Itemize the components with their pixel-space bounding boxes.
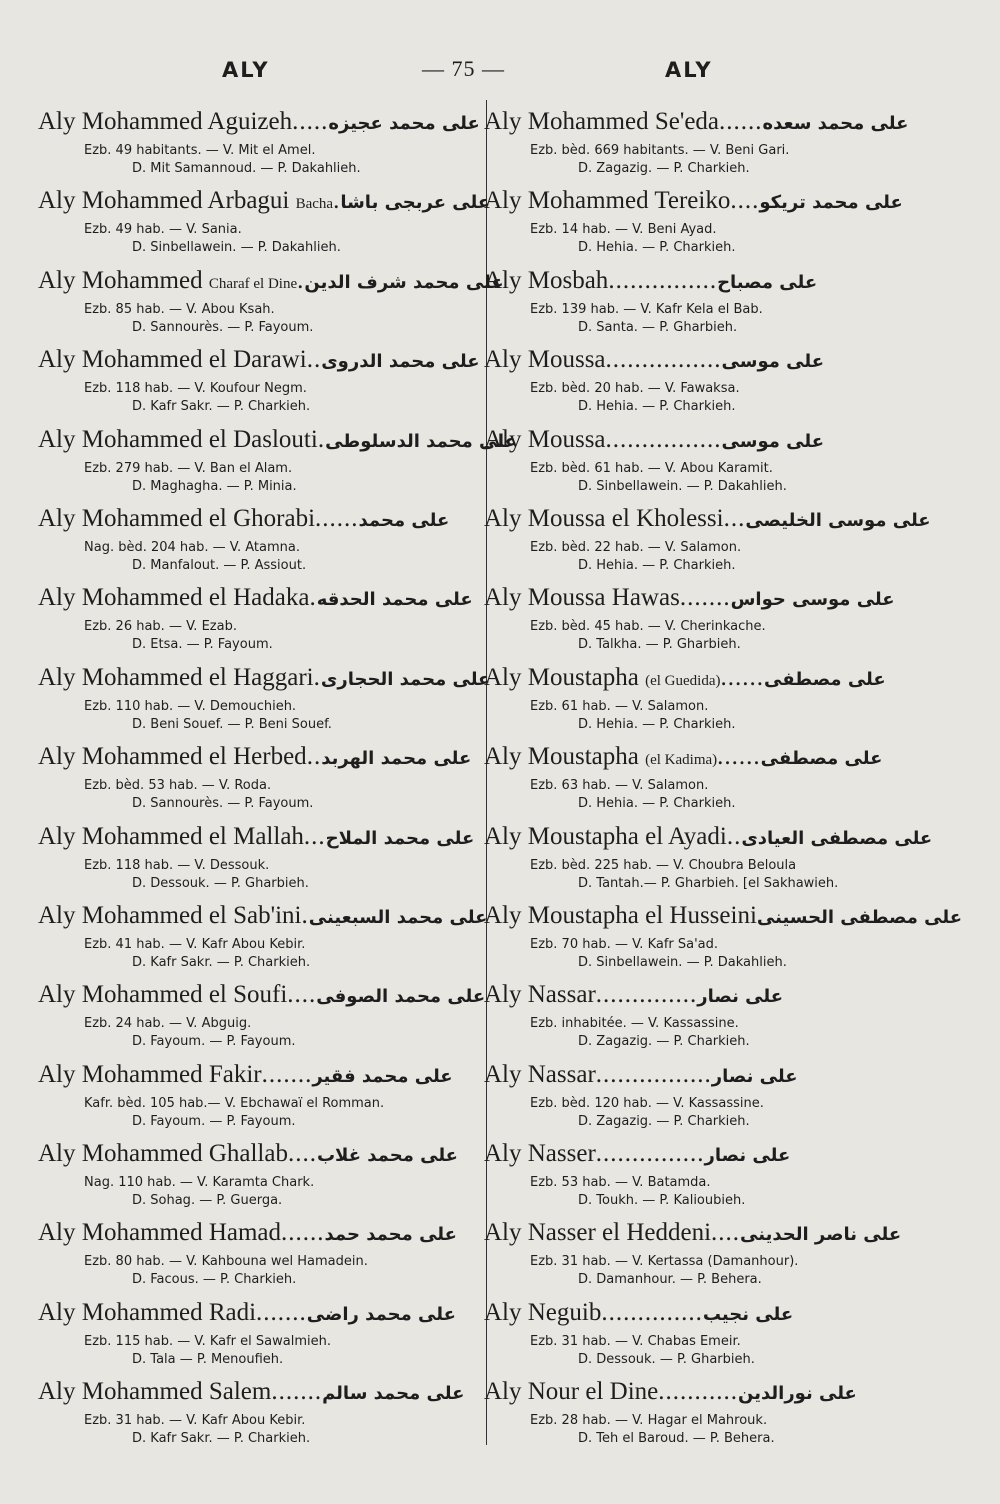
entry-arabic-name: على ناصر الحدينى (740, 1224, 902, 1246)
entry-detail-line2: D. Zagazig. — P. Charkieh. (578, 1034, 750, 1050)
entry-name: Aly Mohammed Ghallab (38, 1140, 288, 1168)
dot-leader: ...... (281, 1219, 325, 1247)
entry-detail-line1: Ezb. inhabitée. — V. Kassassine. (530, 1016, 739, 1032)
dot-leader: . (301, 901, 309, 929)
dot-leader: ... (303, 822, 326, 850)
gazetteer-entry (38, 578, 478, 657)
entry-detail-line1: Ezb. 63 hab. — V. Salamon. (530, 778, 709, 794)
entry-arabic-name: على نجيب (702, 1303, 794, 1325)
entry-detail-line2: D. Kafr Sakr. — P. Charkieh. (132, 399, 311, 415)
entry-detail-line1: Ezb. 28 hab. — V. Hagar el Mahrouk. (530, 1413, 768, 1429)
entry-detail-line1: Ezb. 139 hab. — V. Kafr Kela el Bab. (530, 301, 763, 317)
entry-name: Aly Mohammed Salem (38, 1378, 272, 1406)
entry-arabic-name: على موسى (721, 351, 825, 373)
gazetteer-entry (484, 102, 924, 181)
entry-detail-line1: Ezb. 118 hab. — V. Koufour Negm. (84, 381, 307, 397)
gazetteer-entry (484, 1293, 924, 1372)
dot-leader: .. (726, 822, 742, 850)
entry-detail-line2: D. Dessouk. — P. Gharbieh. (578, 1351, 755, 1367)
entry-detail-line2: D. Maghagha. — P. Minia. (132, 478, 297, 494)
entry-detail-line1: Ezb. 49 habitants. — V. Mit el Amel. (84, 143, 316, 158)
entry-arabic-name: على محمد السبعينى (308, 906, 488, 928)
entry-detail-line1: Ezb. 110 hab. — V. Demouchieh. (84, 698, 297, 714)
entry-name: Aly Moustapha (484, 743, 639, 771)
gazetteer-entry (484, 578, 924, 657)
entry-detail-line1: Ezb. 53 hab. — V. Batamda. (530, 1175, 711, 1191)
gazetteer-entry (484, 658, 924, 737)
entry-detail-line1: Ezb. bèd. 120 hab. — V. Kassassine. (530, 1095, 764, 1111)
entry-title (38, 578, 478, 618)
entry-title (484, 737, 924, 777)
entry-arabic-name: على محمد الهربد (321, 748, 472, 770)
entry-name-suffix: Charaf el Dine (208, 275, 298, 292)
entry-name: Aly Mohammed el Soufi (38, 981, 288, 1009)
entry-name: Aly Mohammed el Daslouti (38, 425, 318, 453)
entry-name: Aly Moussa (484, 346, 606, 374)
dot-leader: ........... (658, 1378, 739, 1406)
entry-detail-line2: D. Zagazig. — P. Charkieh. (578, 1113, 750, 1129)
entry-detail-line2: D. Hehia. — P. Charkieh. (578, 557, 736, 573)
entry-title (38, 1134, 478, 1174)
dot-leader: .............. (595, 981, 698, 1009)
entry-detail-line2: D. Sohag. — P. Guerga. (132, 1193, 283, 1209)
entry-name: Aly Mohammed Arbagui (38, 187, 290, 215)
gazetteer-entry (38, 896, 488, 975)
entry-arabic-name: على محمد الحجارى (320, 668, 491, 690)
dot-leader: ....... (679, 584, 731, 612)
dot-leader: ...... (717, 743, 761, 771)
entry-arabic-name: على نورالدين (738, 1383, 857, 1405)
dot-leader: .... (711, 1219, 741, 1247)
entry-name: Aly Mohammed el Hadaka (38, 584, 310, 612)
gazetteer-entry (38, 1293, 478, 1372)
entry-detail-line2: D. Hehia. — P. Charkieh. (578, 240, 736, 256)
entry-detail-line1: Ezb. bèd. 53 hab. — V. Roda. (84, 778, 272, 794)
gazetteer-entry (38, 1134, 478, 1213)
entry-name: Aly Moussa Hawas (484, 584, 680, 612)
entry-detail-line2: D. Teh el Baroud. — P. Behera. (578, 1431, 775, 1447)
entry-arabic-name: على مصطفى (760, 748, 883, 770)
entry-detail-line2: D. Toukh. — P. Kalioubieh. (578, 1193, 746, 1209)
gazetteer-entry (484, 1372, 924, 1451)
entry-detail-line2: D. Sinbellawein. — P. Dakahlieh. (578, 478, 787, 494)
entry-name: Aly Nour el Dine (484, 1378, 659, 1406)
dot-leader: ....... (256, 1298, 307, 1326)
entry-name: Aly Nassar (484, 981, 596, 1009)
entry-title (38, 261, 504, 301)
entry-title (38, 1055, 478, 1095)
entry-detail-line2: D. Sannourès. — P. Fayoum. (132, 319, 314, 335)
dot-leader: .... (287, 981, 317, 1009)
gazetteer-entry (38, 340, 478, 419)
gazetteer-entry (484, 261, 924, 340)
entry-arabic-name: على نصار (697, 986, 784, 1008)
gazetteer-entry (484, 181, 924, 260)
entry-detail-line2: D. Hehia. — P. Charkieh. (578, 716, 736, 732)
entry-arabic-name: على محمد شرف الدين (304, 271, 504, 293)
dot-leader: .. (306, 743, 322, 771)
entry-arabic-name: على محمد الملاح (325, 827, 475, 849)
entry-detail-line2: D. Mit Samannoud. — P. Dakahlieh. (132, 161, 361, 176)
entry-detail-line1: Ezb. bèd. 669 habitants. — V. Beni Gari. (530, 143, 790, 158)
entry-arabic-name: على موسى (721, 430, 825, 452)
entry-arabic-name: على محمد غلاب (316, 1145, 458, 1167)
entry-name: Aly Neguib (484, 1298, 602, 1326)
entry-detail-line2: D. Sannourès. — P. Fayoum. (132, 796, 314, 812)
entry-title (38, 420, 517, 460)
entry-arabic-name: على محمد الدروى (321, 351, 480, 373)
entry-detail-line1: Ezb. 80 hab. — V. Kahbouna wel Hamadein. (84, 1254, 368, 1270)
entry-arabic-name: على محمد عجيزه (328, 113, 480, 134)
entry-arabic-name: على محمد الدسلوطى (325, 430, 517, 452)
entry-name: Aly Mohammed Hamad (38, 1219, 282, 1247)
entry-arabic-name: على مصطفى (764, 668, 886, 690)
gazetteer-entry (38, 1055, 478, 1134)
dot-leader: .. (306, 346, 322, 374)
entry-detail-line2: D. Zagazig. — P. Charkieh. (578, 161, 750, 176)
entry-detail-line2: D. Dessouk. — P. Gharbieh. (132, 875, 309, 891)
entry-detail-line1: Ezb. bèd. 45 hab. — V. Cherinkache. (530, 619, 766, 635)
entry-name: Aly Mosbah (484, 266, 609, 294)
entry-name: Aly Mohammed el Mallah (38, 822, 304, 850)
entry-arabic-name: على محمد حمد (324, 1224, 457, 1246)
entry-name-suffix: Bacha (295, 196, 334, 213)
dot-leader: ..... (292, 108, 329, 135)
entry-arabic-name: على مصباح (717, 271, 818, 293)
entry-detail-line2: D. Fayoum. — P. Fayoum. (132, 1034, 296, 1050)
entry-detail-line2: D. Tantah.— P. Gharbieh. [el Sakhawieh. (578, 875, 839, 891)
entry-detail-line1: Ezb. 61 hab. — V. Salamon. (530, 698, 709, 714)
entry-title (38, 1213, 478, 1253)
left-column (38, 102, 517, 1452)
entry-title (484, 102, 924, 142)
entry-title (38, 975, 486, 1015)
gazetteer-entry (38, 1213, 478, 1292)
entry-name: Aly Moustapha el Ayadi (484, 822, 727, 850)
gazetteer-entry (38, 658, 491, 737)
entry-name: Aly Mohammed Tereiko (484, 187, 731, 215)
entry-detail-line1: Ezb. 31 hab. — V. Kafr Abou Kebir. (84, 1413, 306, 1429)
entry-title (38, 896, 488, 936)
dot-leader: ................ (595, 1060, 712, 1088)
entry-detail-line2: D. Kafr Sakr. — P. Charkieh. (132, 1431, 311, 1447)
entry-detail-line1: Nag. 110 hab. — V. Karamta Chark. (84, 1175, 315, 1191)
entry-detail-line2: D. Beni Souef. — P. Beni Souef. (132, 716, 332, 732)
entry-arabic-name: على موسى الخليصى (745, 509, 931, 531)
dot-leader: ............... (608, 266, 718, 294)
entry-title (484, 1213, 924, 1253)
entry-detail-line1: Ezb. 49 hab. — V. Sania. (84, 222, 242, 238)
dot-leader: .... (287, 1140, 317, 1168)
gazetteer-entry (484, 1134, 924, 1213)
entry-title (484, 1055, 924, 1095)
entry-title (484, 261, 924, 301)
entry-detail-line1: Ezb. bèd. 225 hab. — V. Choubra Beloula (530, 857, 797, 873)
dot-leader: ...... (719, 108, 763, 135)
entry-arabic-name: على محمد الصوفى (316, 986, 486, 1008)
dot-leader: . (313, 663, 321, 691)
entry-name-suffix: (el Guedida) (645, 672, 721, 689)
dot-leader: ................ (605, 425, 722, 453)
entry-detail-line2: D. Manfalout. — P. Assiout. (132, 557, 307, 573)
right-column (484, 102, 962, 1452)
entry-name-suffix: (el Kadima) (645, 752, 718, 769)
dot-leader: ....... (271, 1378, 323, 1406)
entry-title (38, 817, 478, 857)
dot-leader: ...... (315, 504, 359, 532)
entry-name: Aly Moustapha el Husseini (484, 901, 757, 929)
gazetteer-entry (484, 420, 924, 499)
dot-leader: . (309, 584, 317, 612)
entry-arabic-name: على محمد فقير (312, 1065, 453, 1087)
entry-detail-line2: D. Fayoum. — P. Fayoum. (132, 1113, 296, 1129)
dot-leader: ............... (595, 1140, 705, 1168)
entry-detail-line1: Ezb. 41 hab. — V. Kafr Abou Kebir. (84, 936, 306, 952)
entry-title (484, 1293, 924, 1333)
entry-title (484, 181, 924, 221)
entry-title (484, 1372, 924, 1412)
entry-title (38, 1293, 478, 1333)
entry-title (484, 1134, 924, 1174)
running-header (0, 50, 1000, 90)
entry-name: Aly Moussa (484, 425, 606, 453)
entry-title (484, 896, 962, 936)
gazetteer-entry (484, 499, 931, 578)
page-number: — 75 — (422, 56, 505, 81)
dot-leader: .............. (601, 1298, 703, 1326)
entry-detail-line2: D. Tala — P. Menoufieh. (132, 1351, 284, 1367)
entry-arabic-name: على محمد راضى (306, 1303, 456, 1325)
entry-name: Aly Nasser (484, 1140, 596, 1168)
gazetteer-entry (38, 817, 478, 896)
entry-title (38, 499, 478, 539)
entry-arabic-name: على محمد الحدقه (316, 589, 473, 611)
gazetteer-entry (484, 1213, 924, 1292)
entry-detail-line2: D. Sinbellawein. — P. Dakahlieh. (578, 954, 787, 970)
dot-leader: ....... (261, 1060, 313, 1088)
entry-arabic-name: على عربجى باشا (340, 192, 491, 214)
entry-name: Aly Nasser el Heddeni (484, 1219, 712, 1247)
gazetteer-entry (484, 896, 962, 975)
entry-name: Aly Moustapha (484, 663, 639, 691)
gazetteer-entry (38, 499, 478, 578)
entry-detail-line1: Kafr. bèd. 105 hab.— V. Ebchawaï el Romman. (84, 1095, 385, 1111)
entry-name: Aly Mohammed el Darawi (38, 346, 307, 374)
entry-detail-line2: D. Etsa. — P. Fayoum. (132, 637, 273, 653)
gazetteer-entry (484, 817, 933, 896)
entry-arabic-name: على مصطفى الحسينى (756, 906, 962, 928)
entry-detail-line1: Ezb. 24 hab. — V. Abguig. (84, 1016, 252, 1032)
entry-detail-line2: D. Facous. — P. Charkieh. (132, 1272, 297, 1288)
dot-leader: .... (730, 187, 760, 215)
entry-detail-line1: Ezb. 14 hab. — V. Beni Ayad. (530, 222, 717, 238)
entry-detail-line1: Ezb. 118 hab. — V. Dessouk. (84, 857, 270, 873)
gazetteer-entry (38, 975, 486, 1054)
entry-arabic-name: على محمد سالم (322, 1383, 465, 1405)
entry-name: Aly Mohammed Se'eda (484, 108, 720, 135)
dot-leader: . (333, 187, 341, 215)
entry-title (38, 737, 478, 777)
gazetteer-entry (484, 737, 924, 816)
entry-detail-line1: Nag. bèd. 204 hab. — V. Atamna. (84, 539, 300, 555)
entry-detail-line1: Ezb. bèd. 61 hab. — V. Abou Karamit. (530, 460, 773, 476)
entry-title (484, 578, 924, 618)
entry-arabic-name: على نصار (711, 1065, 798, 1087)
entry-title (38, 181, 491, 221)
dot-leader: ...... (720, 663, 764, 691)
entry-name: Aly Mohammed (38, 266, 203, 294)
entry-arabic-name: على مصطفى العيادى (741, 827, 933, 849)
entry-name: Aly Mohammed el Sab'ini (38, 901, 302, 929)
gazetteer-entry (38, 261, 504, 340)
dot-leader: . (297, 266, 305, 294)
gazetteer-entry (484, 975, 924, 1054)
gazetteer-entry (38, 181, 491, 260)
entry-name: Aly Mohammed el Ghorabi (38, 504, 316, 532)
entry-name: Aly Mohammed el Herbed (38, 743, 307, 771)
dot-leader: ... (723, 504, 746, 532)
entry-arabic-name: على نصار (704, 1145, 791, 1167)
entry-detail-line1: Ezb. 31 hab. — V. Chabas Emeir. (530, 1333, 741, 1349)
gazetteer-entry (38, 1372, 478, 1451)
entry-name: Aly Mohammed Aguizeh (38, 108, 293, 135)
entry-arabic-name: على محمد سعده (762, 113, 909, 134)
entry-title (38, 658, 491, 698)
entry-title (484, 817, 933, 857)
entry-detail-line1: Ezb. bèd. 20 hab. — V. Fawaksa. (530, 381, 740, 397)
gazetteer-entry (38, 737, 478, 816)
entry-detail-line1: Ezb. 279 hab. — V. Ban el Alam. (84, 460, 293, 476)
entry-detail-line1: Ezb. bèd. 22 hab. — V. Salamon. (530, 539, 742, 555)
entry-name: Aly Mohammed Fakir (38, 1060, 262, 1088)
entry-title (484, 420, 924, 460)
entry-detail-line1: Ezb. 85 hab. — V. Abou Ksah. (84, 301, 275, 317)
entry-title (484, 975, 924, 1015)
header-left: ALY (222, 58, 270, 82)
entry-detail-line2: D. Talkha. — P. Gharbieh. (578, 637, 741, 653)
dot-leader: . (317, 425, 326, 453)
entry-detail-line2: D. Santa. — P. Gharbieh. (578, 319, 738, 335)
entry-detail-line2: D. Damanhour. — P. Behera. (578, 1272, 762, 1288)
entry-title (484, 499, 931, 539)
entry-title (484, 340, 924, 380)
header-right: ALY (665, 58, 713, 82)
entry-detail-line2: D. Hehia. — P. Charkieh. (578, 796, 736, 812)
entry-detail-line1: Ezb. 26 hab. — V. Ezab. (84, 619, 237, 635)
gazetteer-entry (484, 340, 924, 419)
entry-detail-line2: D. Sinbellawein. — P. Dakahlieh. (132, 240, 341, 256)
entry-name: Aly Mohammed Radi (38, 1298, 257, 1326)
dot-leader: ................ (605, 346, 722, 374)
entry-arabic-name: على محمد تريكو (759, 192, 903, 214)
entry-title (38, 340, 478, 380)
entry-name: Aly Moussa el Kholessi (484, 504, 724, 532)
gazetteer-entry (484, 1055, 924, 1134)
gazetteer-entry (38, 420, 517, 499)
entry-arabic-name: على موسى حواس (730, 589, 895, 611)
entry-detail-line2: D. Kafr Sakr. — P. Charkieh. (132, 954, 311, 970)
entry-title (484, 658, 924, 698)
gazetteer-entry (38, 102, 478, 181)
entry-title (38, 1372, 478, 1412)
entry-name: Aly Mohammed el Haggari (38, 663, 314, 691)
entry-detail-line1: Ezb. 115 hab. — V. Kafr el Sawalmieh. (84, 1333, 331, 1349)
entry-detail-line1: Ezb. 70 hab. — V. Kafr Sa'ad. (530, 936, 719, 952)
entry-arabic-name: على محمد (358, 509, 450, 531)
entry-detail-line2: D. Hehia. — P. Charkieh. (578, 399, 736, 415)
entry-detail-line1: Ezb. 31 hab. — V. Kertassa (Damanhour). (530, 1254, 799, 1270)
entry-name: Aly Nassar (484, 1060, 596, 1088)
entry-title (38, 102, 478, 142)
